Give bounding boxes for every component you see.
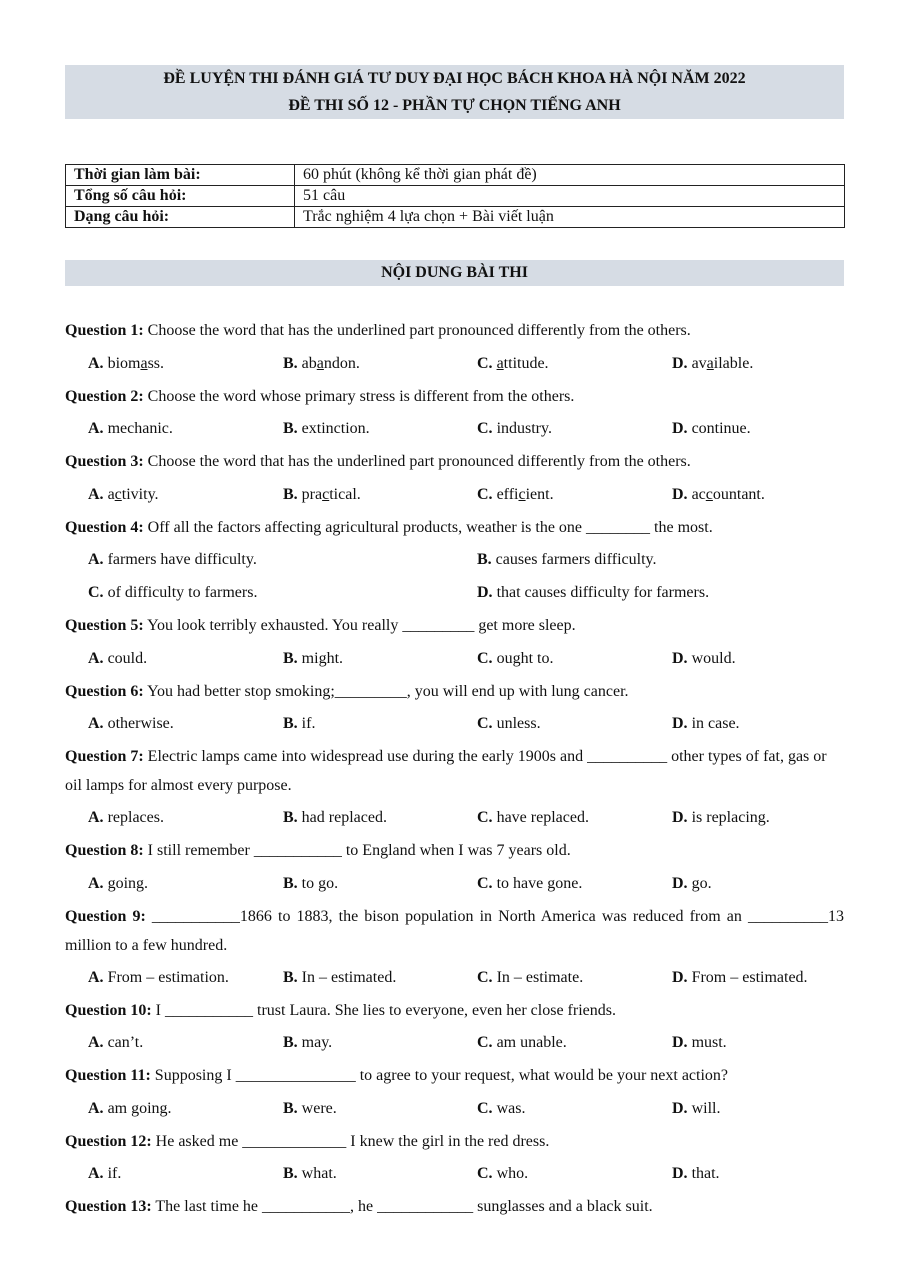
option-text: causes farmers difficulty. — [495, 551, 657, 568]
option-letter: B. — [283, 875, 298, 892]
option-letter: C. — [477, 355, 493, 372]
table-row — [66, 165, 845, 186]
answer-option — [283, 419, 370, 439]
option-text: continue. — [691, 420, 751, 437]
question-text: Choose the word that has the underlined part pronounced differently from the others. — [147, 453, 691, 470]
answer-option — [672, 968, 808, 988]
option-letter: B. — [283, 715, 298, 732]
option-text: In – estimate. — [496, 969, 584, 986]
option-letter: D. — [672, 1100, 688, 1117]
question-text: Electric lamps came into widespread use during the early 1900s and __________ other types of fat, gas or oil lamps for almost every purpose. — [65, 748, 827, 794]
question-text: I still remember ___________ to England when I was 7 years old. — [147, 842, 571, 859]
section-title: NỘI DUNG BÀI THI — [65, 260, 844, 286]
option-letter: B. — [283, 1100, 298, 1117]
option-letter: B. — [283, 969, 298, 986]
option-letter: B. — [283, 420, 298, 437]
option-letter: A. — [88, 1034, 104, 1051]
option-letter: C. — [477, 875, 493, 892]
question — [65, 1001, 847, 1021]
question-label: Question 6: — [65, 683, 144, 700]
answer-option — [283, 354, 360, 374]
answer-option — [477, 874, 582, 894]
answer-option — [88, 485, 159, 505]
question-label: Question 1: — [65, 322, 144, 339]
question-label: Question 9: — [65, 908, 146, 925]
option-text: ient. — [525, 486, 554, 503]
question-label: Question 8: — [65, 842, 144, 859]
answer-option — [88, 419, 173, 439]
option-letter: D. — [672, 1165, 688, 1182]
question — [65, 387, 847, 407]
answer-option — [672, 714, 740, 734]
underlined-part: c — [322, 486, 330, 503]
underlined-part: c — [114, 486, 122, 503]
option-letter: A. — [88, 809, 104, 826]
question — [65, 1066, 847, 1086]
question-text: He asked me _____________ I knew the girl in the red dress. — [155, 1133, 550, 1150]
answer-option — [88, 550, 257, 570]
question-label: Question 2: — [65, 388, 144, 405]
underlined-part: a — [496, 355, 504, 372]
option-text: ac — [691, 486, 706, 503]
option-text: might. — [301, 650, 344, 667]
option-text: biom — [107, 355, 141, 372]
answer-option — [283, 968, 396, 988]
question-label: Question 13: — [65, 1198, 152, 1215]
answer-option — [477, 968, 583, 988]
question — [65, 1197, 847, 1217]
answer-option — [88, 968, 229, 988]
option-text: could. — [107, 650, 148, 667]
answer-option — [477, 714, 541, 734]
answer-option — [88, 649, 147, 669]
answer-option — [88, 583, 257, 603]
question-label: Question 7: — [65, 748, 144, 765]
option-text: is replacing. — [691, 809, 770, 826]
option-letter: A. — [88, 420, 104, 437]
answer-option — [283, 714, 315, 734]
answer-option — [477, 485, 554, 505]
question-label: Question 4: — [65, 519, 144, 536]
underlined-part: c — [518, 486, 526, 503]
question-text: Choose the word that has the underlined part pronounced differently from the others. — [147, 322, 691, 339]
option-letter: D. — [672, 1034, 688, 1051]
option-text: mechanic. — [107, 420, 173, 437]
option-text: that causes difficulty for farmers. — [496, 584, 710, 601]
option-letter: A. — [88, 650, 104, 667]
underlined-part: a — [316, 355, 324, 372]
answer-option — [672, 649, 736, 669]
underlined-part: c — [705, 486, 713, 503]
option-text: am unable. — [496, 1034, 567, 1051]
question-label: Question 12: — [65, 1133, 152, 1150]
option-text: to go. — [301, 875, 339, 892]
option-text: replaces. — [107, 809, 164, 826]
question — [65, 452, 847, 472]
option-text: that. — [691, 1165, 720, 1182]
option-letter: D. — [672, 969, 688, 986]
option-text: ountant. — [712, 486, 765, 503]
option-text: effi — [496, 486, 519, 503]
question-label: Question 5: — [65, 617, 144, 634]
option-letter: C. — [477, 809, 493, 826]
answer-option — [477, 1033, 567, 1053]
option-text: going. — [107, 875, 149, 892]
option-letter: A. — [88, 875, 104, 892]
option-letter: C. — [477, 1100, 493, 1117]
answer-option — [672, 419, 751, 439]
answer-option — [477, 550, 657, 570]
option-letter: B. — [283, 486, 298, 503]
option-text: have replaced. — [496, 809, 589, 826]
option-letter: D. — [672, 650, 688, 667]
option-letter: A. — [88, 715, 104, 732]
answer-option — [88, 354, 164, 374]
answer-option — [477, 354, 549, 374]
option-letter: C. — [477, 1165, 493, 1182]
option-text: unless. — [496, 715, 541, 732]
option-letter: C. — [477, 486, 493, 503]
exam-subtitle: ĐỀ THI SỐ 12 - PHẦN TỰ CHỌN TIẾNG ANH — [288, 97, 621, 114]
option-letter: D. — [672, 809, 688, 826]
info-key: Thời gian làm bài: — [66, 165, 295, 186]
option-text: must. — [691, 1034, 727, 1051]
answer-option — [477, 1164, 528, 1184]
option-letter: C. — [477, 969, 493, 986]
option-text: were. — [301, 1100, 337, 1117]
option-text: ab — [301, 355, 317, 372]
option-text: tivity. — [121, 486, 159, 503]
answer-option — [88, 1033, 143, 1053]
question-text: ___________1866 to 1883, the bison population in North America was reduced from an __________13 million to a few hundred. — [65, 908, 845, 954]
option-text: what. — [301, 1165, 337, 1182]
option-letter: D. — [672, 420, 688, 437]
answer-option — [672, 1099, 720, 1119]
answer-option — [477, 419, 552, 439]
option-letter: B. — [283, 809, 298, 826]
answer-option — [672, 1033, 727, 1053]
question — [65, 321, 847, 341]
option-letter: A. — [88, 1100, 104, 1117]
question-text: The last time he ___________, he ____________ sunglasses and a black suit. — [155, 1198, 653, 1215]
answer-option — [283, 808, 387, 828]
option-text: go. — [691, 875, 712, 892]
answer-option — [283, 649, 343, 669]
exam-title: ĐỀ LUYỆN THI ĐÁNH GIÁ TƯ DUY ĐẠI HỌC BÁCH KHOA HÀ NỘI NĂM 2022 — [163, 70, 746, 87]
option-text: ought to. — [496, 650, 554, 667]
option-letter: C. — [88, 584, 104, 601]
question — [65, 841, 847, 861]
option-letter: B. — [283, 650, 298, 667]
answer-option — [477, 649, 553, 669]
underlined-part: a — [706, 355, 714, 372]
option-letter: C. — [477, 420, 493, 437]
answer-option — [283, 1033, 332, 1053]
option-text: a — [107, 486, 115, 503]
answer-option — [88, 1099, 172, 1119]
info-value: 51 câu — [295, 186, 845, 207]
question — [65, 616, 847, 636]
option-text: From – estimation. — [107, 969, 229, 986]
question-text: I ___________ trust Laura. She lies to everyone, even her close friends. — [155, 1002, 616, 1019]
answer-option — [672, 874, 712, 894]
answer-option — [672, 808, 770, 828]
answer-option — [477, 808, 589, 828]
question — [65, 518, 847, 538]
option-text: may. — [301, 1034, 333, 1051]
answer-option — [477, 1099, 525, 1119]
option-text: can’t. — [107, 1034, 144, 1051]
option-letter: A. — [88, 551, 104, 568]
answer-option — [477, 583, 709, 603]
option-letter: B. — [283, 1034, 298, 1051]
answer-option — [672, 354, 753, 374]
option-text: ndon. — [323, 355, 360, 372]
question-text: Supposing I _______________ to agree to your request, what would be your next action? — [154, 1067, 729, 1084]
answer-option — [672, 1164, 720, 1184]
question-text: Choose the word whose primary stress is different from the others. — [147, 388, 575, 405]
option-text: if. — [107, 1165, 122, 1182]
option-text: if. — [301, 715, 316, 732]
question — [65, 742, 847, 800]
answer-option — [88, 1164, 121, 1184]
answer-option — [88, 874, 148, 894]
question — [65, 682, 847, 702]
answer-option — [88, 808, 164, 828]
option-text: am going. — [107, 1100, 172, 1117]
table-row — [66, 186, 845, 207]
option-letter: D. — [672, 875, 688, 892]
option-letter: C. — [477, 1034, 493, 1051]
answer-option — [283, 485, 361, 505]
question-text: Off all the factors affecting agricultural products, weather is the one ________ the most. — [147, 519, 713, 536]
question-label: Question 11: — [65, 1067, 151, 1084]
option-text: av — [691, 355, 707, 372]
option-letter: A. — [88, 486, 104, 503]
question — [65, 1132, 847, 1152]
option-text: tical. — [329, 486, 361, 503]
option-text: farmers have difficulty. — [107, 551, 257, 568]
question-label: Question 3: — [65, 453, 144, 470]
option-letter: D. — [672, 486, 688, 503]
option-text: will. — [691, 1100, 721, 1117]
underlined-part: a — [140, 355, 148, 372]
option-letter: B. — [283, 355, 298, 372]
option-letter: C. — [477, 650, 493, 667]
exam-header — [65, 65, 844, 119]
option-letter: D. — [672, 715, 688, 732]
option-text: pra — [301, 486, 323, 503]
option-text: of difficulty to farmers. — [107, 584, 258, 601]
option-text: was. — [496, 1100, 526, 1117]
option-text: to have gone. — [496, 875, 583, 892]
info-value: Trắc nghiệm 4 lựa chọn + Bài viết luận — [295, 207, 845, 228]
option-letter: B. — [283, 1165, 298, 1182]
answer-option — [283, 1099, 337, 1119]
option-text: had replaced. — [301, 809, 387, 826]
option-text: From – estimated. — [691, 969, 808, 986]
question-label: Question 10: — [65, 1002, 152, 1019]
option-letter: D. — [672, 355, 688, 372]
table-row — [66, 207, 845, 228]
option-text: otherwise. — [107, 715, 174, 732]
question-text: You had better stop smoking;_________, you will end up with lung cancer. — [147, 683, 629, 700]
exam-info-table — [65, 164, 845, 228]
answer-option — [283, 1164, 337, 1184]
option-text: who. — [496, 1165, 529, 1182]
answer-option — [672, 485, 765, 505]
answer-option — [88, 714, 174, 734]
option-text: in case. — [691, 715, 740, 732]
answer-option — [283, 874, 338, 894]
info-value: 60 phút (không kể thời gian phát đề) — [295, 165, 845, 186]
option-letter: A. — [88, 355, 104, 372]
option-text: ss. — [147, 355, 165, 372]
option-letter: C. — [477, 715, 493, 732]
option-text: industry. — [496, 420, 552, 437]
info-key: Tổng số câu hỏi: — [66, 186, 295, 207]
option-text: ilable. — [713, 355, 754, 372]
info-key: Dạng câu hỏi: — [66, 207, 295, 228]
option-text: In – estimated. — [301, 969, 397, 986]
option-letter: A. — [88, 1165, 104, 1182]
option-letter: D. — [477, 584, 493, 601]
option-text: ttitude. — [503, 355, 549, 372]
option-letter: B. — [477, 551, 492, 568]
option-letter: A. — [88, 969, 104, 986]
question — [65, 902, 844, 960]
question-text: You look terribly exhausted. You really _________ get more sleep. — [147, 617, 576, 634]
option-text: extinction. — [301, 420, 370, 437]
option-text: would. — [691, 650, 736, 667]
